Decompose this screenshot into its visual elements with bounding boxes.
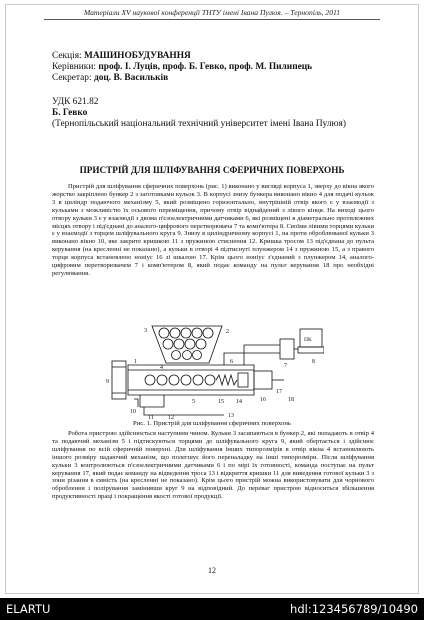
secretary-value: доц. В. Васильків xyxy=(93,73,169,83)
computer-label: ПК xyxy=(304,337,312,343)
label-4: 4 xyxy=(160,365,163,371)
label-6: 6 xyxy=(230,359,233,365)
section-value: МАШИНОБУДУВАННЯ xyxy=(83,51,191,61)
page-number: 12 xyxy=(208,566,216,575)
author: Б. Гевко xyxy=(52,108,88,118)
secretary-label: Секретар: xyxy=(52,73,92,83)
label-18: 18 xyxy=(288,397,294,403)
label-13: 13 xyxy=(228,413,234,419)
page-border xyxy=(5,4,419,594)
figure-caption: Рис. 1. Пристрій для шліфування сферичних поверхонь xyxy=(133,420,291,427)
label-8: 8 xyxy=(312,359,315,365)
device-figure xyxy=(104,323,324,419)
section-label: Секція: xyxy=(52,51,82,61)
label-9: 9 xyxy=(106,379,109,385)
label-16: 16 xyxy=(260,397,266,403)
paper-title: ПРИСТРІЙ ДЛЯ ШЛІФУВАННЯ СФЕРИЧНИХ ПОВЕРХОНЬ xyxy=(79,165,345,175)
label-17: 17 xyxy=(276,389,282,395)
label-14: 14 xyxy=(236,399,242,405)
paragraph-description: Пристрій для шліфування сферичних поверхонь (рис. 1) виконано у вигляді корпуса 1, зверху до вікна якого жорстко закріплено бункер 2 з заготовками кульок 3. В корпусі знизу бункера виконано вікно 4 для подачі кульок 3 в циліндр подаючого механізму 5, який розміщено горизонтально, внутрішній отвір якого є у взаємодії з кульками з можливістю їх осьового переміщення, причому отвір віднайдений з лівого кінця. На виході цього отвору кульки 3 є у взаємодії з двома п'єзоелектричними датчиками 6, які розміщені в діаметрально протилежних місцях отвору і під'єднані до аналого-цифрового перетворювача 7 та комп'ютера 8. Своїми лівими торцями кульки є у взаємодії з торцем шліфувального круга 9. Знизу в циліндричному корпусі 1, на проти оброблюваної кульки 3 виконано вікно 10, яке закрите кришкою 11 з пружиною стиснення 12. Кришка тросом 13 під'єднана до пульта керування (на кресленні не показано), а кульки в отворі 4 підтиснуті плунжером 14 з пружиною 15, а з правого торця корпуса встановлено ноніус 16 зі шкалою 17. Крім цього ноніус з'єднаний з плунжером 14, аналого-цифровим перетворювачем 7 і комп'ютером 8, який подає команду на пульт керування 18 про необхідні регулювання. xyxy=(52,183,374,277)
section-line xyxy=(52,51,191,62)
hopper-outline xyxy=(152,326,222,363)
label-10: 10 xyxy=(130,409,136,415)
secretary-line xyxy=(52,73,168,84)
label-5: 5 xyxy=(192,399,195,405)
label-7: 7 xyxy=(284,363,287,369)
chairs-value: проф. І. Луців, проф. Б. Гевко, проф. М. Пилипець xyxy=(98,62,313,72)
label-1: 1 xyxy=(134,359,137,365)
label-2: 2 xyxy=(226,329,229,335)
label-3: 3 xyxy=(144,328,147,334)
repository-footer xyxy=(0,598,424,620)
repository-name[interactable]: ELARTU xyxy=(6,602,51,616)
running-header: Матеріали XV наукової конференції ТНТУ імені Івана Пулюя. – Тернопіль, 2011 xyxy=(83,8,341,17)
header-rule xyxy=(44,19,380,20)
udc: УДК 621.82 xyxy=(52,97,99,107)
chairs-label: Керівники: xyxy=(52,62,96,72)
handle-identifier[interactable]: hdl:123456789/10490 xyxy=(290,602,418,616)
label-11: 11 xyxy=(148,415,154,419)
chairs-line xyxy=(52,62,312,73)
label-15: 15 xyxy=(218,399,224,405)
label-12: 12 xyxy=(168,415,174,419)
paragraph-operation: Робота пристрою здійснюється наступним чином. Кульки 3 засипаються в бункер 2, які попадають в отвір 4 та подаючий механізм 5 і підтискуються торцями до шліфувального круга 9, який обертається і здійснює шліфування по всій сферичній поверхні. Для шліфування інших типорозмірів в отвір вікна 4 встановлюють іншого розміру падаючий механізм, що полегшує його переналадку на інші типорозміри. Після шліфування кульки 3 контролюються п'єзоелектричними датчиками 6 і по мірі їх готовності, команда поступає на пульт керування 17, який подає команду на відведення троса 13 і відкриття кришки 11 для виведення готової кульки 3 з зони різання в ємність (на кресленні не показано). Крім цього пристрій можна використовувати для чорнового оброблення і полірування замінивши круг 9 на відповідний. До переваг пристрою відноситься збільшення продуктивності праці і покращення якості готової продукції. xyxy=(52,430,374,501)
affiliation: (Тернопільський національний технічний університет імені Івана Пулюя) xyxy=(52,119,346,129)
